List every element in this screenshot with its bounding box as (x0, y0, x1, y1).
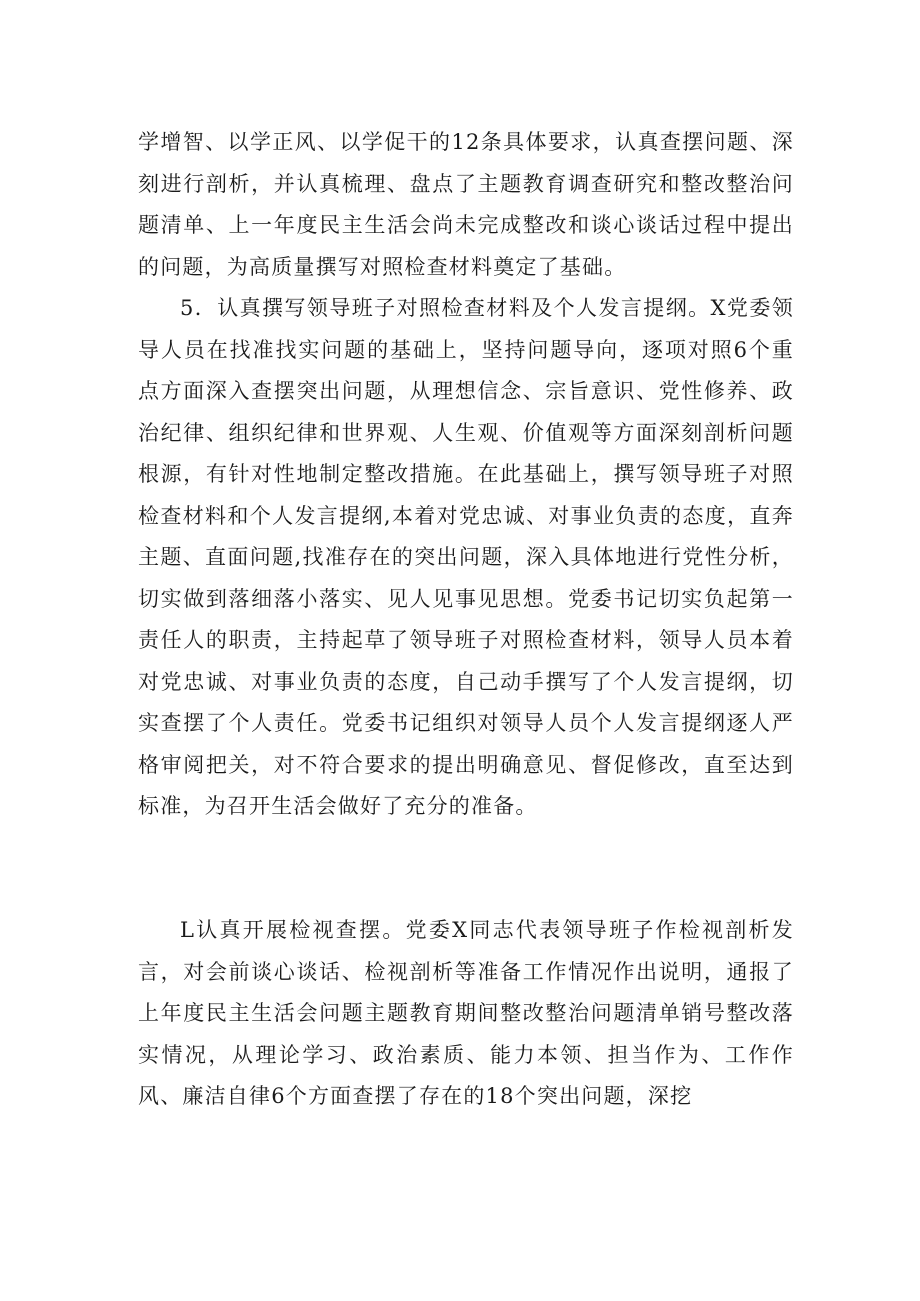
paragraph-2-text: 5．认真撰写领导班子对照检查材料及个人发言提纲。X党委领导人员在找准找实问题的基础上，坚持问题导向，逐项对照6个重点方面深入查摆突出问题，从理想信念、宗旨意识、党性修养、政治纪律、组织纪律和世界观、人生观、价值观等方面深刻剖析问题根源，有针对性地制定整改措施。在此基础上，撰写领导班子对照检查材料和个人发言提纲,本着对党忠诚、对事业负责的态度，直奔主题、直面问题,找准存在的突出问题，深入具体地进行党性分析，切实做到落细落小落实、见人见事见思想。党委书记切实负起第一责任人的职责，主持起草了领导班子对照检查材料，领导人员本着对党忠诚、对事业负责的态度，自己动手撰写了个人发言提纲，切实查摆了个人责任。党委书记组织对领导人员个人发言提纲逐人严格审阅把关，对不符合要求的提出明确意见、督促修改，直至达到标准，为召开生活会做好了充分的准备。 (138, 296, 794, 818)
paragraph-continuation (138, 122, 794, 288)
paragraph-1-text: 学增智、以学正风、以学促干的12条具体要求，认真查摆问题、深刻进行剖析，并认真梳理、盘点了主题教育调查研究和整改整治问题清单、上一年度民主生活会尚未完成整改和谈心谈话过程中提出的问题，为高质量撰写对照检查材料奠定了基础。 (138, 130, 794, 279)
paragraph-item-5 (138, 288, 794, 828)
paragraph-3-text: L认真开展检视查摆。党委X同志代表领导班子作检视剖析发言，对会前谈心谈话、检视剖析等准备工作情况作出说明，通报了上年度民主生活会问题主题教育期间整改整治问题清单销号整改落实情况，从理论学习、政治素质、能力本领、担当作为、工作作风、廉洁自律6个方面查摆了存在的18个突出问题，深挖 (138, 918, 794, 1108)
paragraph-item-6 (138, 910, 794, 1118)
